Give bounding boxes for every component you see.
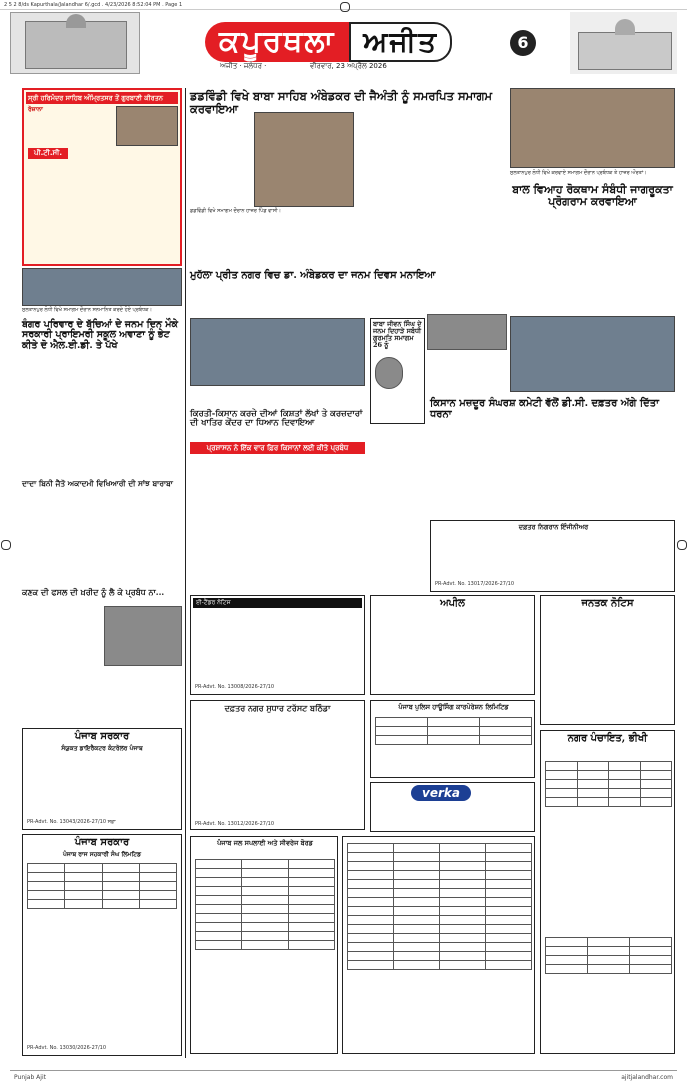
- group-photo: [190, 318, 365, 386]
- story-text: [430, 112, 505, 262]
- announcement-heading: ਬਾਬਾ ਜੀਵਨ ਸਿੰਘ ਦੇ ਜਨਮ ਦਿਹਾੜੇ ਸਬੰਧੀ ਗੁਰਮਤਿ ਸਮਾਗਮ 26 ਨੂੰ: [373, 320, 422, 350]
- masthead: [10, 12, 677, 74]
- nagar-panchayat-ad: [540, 730, 675, 1054]
- public-notice: [540, 595, 675, 725]
- story-text: [22, 494, 182, 584]
- verka-ad: [370, 782, 535, 832]
- notice-text: [545, 612, 672, 720]
- ad-text: [27, 915, 177, 1041]
- portrait-photo: [375, 357, 403, 389]
- ad-text: [435, 535, 672, 579]
- ad-text: [195, 612, 362, 684]
- protest-photo: [510, 316, 675, 392]
- gurdwara-illustration: [10, 12, 140, 74]
- ad-title: ਦਫ਼ਤਰ ਨਿਗਰਾਨ ਇੰਜੀਨੀਅਰ: [518, 523, 589, 531]
- ad-subtitle: ਸੰਯੁਕਤ ਡਾਇਰੈਕਟਰ ਕੰਟਰੋਲਰ ਪੰਜਾਬ: [61, 745, 143, 752]
- appeal-text: [375, 612, 532, 692]
- registration-mark: [340, 2, 350, 12]
- story-text: [510, 416, 590, 516]
- ad-table: [545, 937, 672, 974]
- announcement-text: [373, 391, 424, 421]
- ad-number: PR-Advt. No. 13012/2026-27/10: [195, 821, 275, 827]
- column-rule: [185, 88, 186, 1058]
- ptc-label: ਪੀ.ਟੀ.ਸੀ.: [28, 148, 68, 159]
- story-text: [358, 112, 426, 262]
- ad-title: ਪੰਜਾਬ ਸਰਕਾਰ: [74, 731, 130, 742]
- heritage-building-illustration: [570, 12, 677, 74]
- ad-text: [375, 747, 532, 775]
- kirtan-schedule-text: [28, 162, 176, 262]
- registration-mark: [677, 540, 687, 550]
- story-text: [595, 232, 675, 312]
- print-slug: 2 5 2 8/ds Kapurthala/Jalandhar 6/.gcd . 4/23/2026 8:52:04 PM . Page 1: [0, 0, 687, 10]
- title-kapurthala: ਕਪੂਰਥਲਾ: [205, 22, 349, 62]
- kirtan-subheading: ਰੋਜ਼ਾਨਾ: [28, 106, 43, 113]
- event-photo: [427, 314, 507, 350]
- story-text: [510, 232, 590, 312]
- kirtan-heading: ਸ੍ਰੀ ਹਰਿਮੰਦਰ ਸਾਹਿਬ ਅੰਮ੍ਰਿਤਸਰ ਤੋਂ ਗੁਰਬਾਣੀ ਕੀਰਤਨ: [26, 92, 178, 104]
- photo-caption: ਸੁਲਤਾਨਪੁਰ ਲੋਧੀ ਵਿਖੇ ਸਮਾਗਮ ਦੌਰਾਨ ਸਨਮਾਨਿਤ ਕਰਦੇ ਹੋਏ ਪ੍ਰਬੰਧਕ।: [22, 307, 152, 313]
- ad-text: [195, 957, 335, 1047]
- ad-subtitle: ਪੰਜਾਬ ਰਾਜ ਸਹਕਾਰੀ ਸੰਘ ਲਿਮਟਿਡ: [62, 851, 142, 858]
- golden-temple-photo: [116, 106, 178, 146]
- ad-title: ਪੰਜਾਬ ਪੁਲਿਸ ਹਾਊਸਿੰਗ ਕਾਰਪੋਰੇਸ਼ਨ ਲਿਮਿਟਿਡ: [398, 703, 509, 711]
- ad-number: PR-Advt. No. 13030/2026-27/10: [27, 1045, 107, 1051]
- ad-heading-bar: ਈ-ਟੈਂਡਰ ਨੋਟਿਸ: [193, 598, 362, 608]
- ad-text: [195, 719, 362, 819]
- ad-text: [375, 803, 532, 829]
- story-text: [104, 358, 182, 478]
- page-number: 6: [510, 30, 536, 56]
- story-text: [190, 458, 275, 588]
- appeal-heading: ਅਪੀਲ: [440, 598, 465, 609]
- story-text: [104, 668, 182, 724]
- ad-number: PR-Advt. No. 13017/2026-27/10: [435, 581, 515, 587]
- ad-text: [545, 981, 672, 1049]
- story-text: [430, 416, 508, 516]
- issue-date: ਵੀਰਵਾਰ, 23 ਅਪ੍ਰੈਲ 2026: [310, 62, 387, 70]
- ad-number: PR-Advt. No. 13043/2026-27/10 ਸਫ਼ਾ: [27, 819, 116, 825]
- newspaper-title: [205, 22, 505, 62]
- photo-caption-text: [190, 388, 365, 406]
- story-text: [22, 604, 100, 724]
- ad-number: PR-Advt. No. 13008/2026-27/10: [195, 684, 275, 690]
- ad-text: [347, 997, 532, 1047]
- kirtan-ad: [22, 88, 182, 266]
- red-banner: ਪ੍ਰਸ਼ਾਸਨ ਨੇ ਇੱਕ ਵਾਰ ਫ਼ਿਰ ਕਿਸਾਨਾਂ ਲਈ ਕੀਤੇ ਪ੍ਰਬੰਧ: [190, 442, 365, 454]
- story-headline: ਬਾਲ ਵਿਆਹ ਰੋਕਥਾਮ ਸੰਬੰਧੀ ਜਾਗਰੂਕਤਾ ਪ੍ਰੋਗਰਾਮ ਕਰਵਾਇਆ: [512, 183, 673, 209]
- announcement-box: [370, 318, 425, 424]
- title-ajit: ਅਜੀਤ: [349, 22, 452, 62]
- sewerage-ad: [190, 836, 338, 1054]
- govt-ad: [22, 728, 182, 830]
- mandi-photo: [104, 606, 182, 666]
- story-text: [22, 358, 100, 478]
- govt-ad: [22, 834, 182, 1056]
- notice-heading: ਜਨਤਕ ਨੋਟਿਸ: [581, 598, 634, 609]
- story-headline: ਕਿਸਾਨ ਮਜ਼ਦੂਰ ਸੰਘਰਸ਼ ਕਮੇਟੀ ਵੱਲੋਂ ਡੀ.ਸੀ. ਦਫ਼ਤਰ ਅੱਗੇ ਦਿੱਤਾ ਧਰਨਾ: [430, 398, 659, 420]
- story-headline: ਮੁਹੱਲਾ ਪ੍ਰੀਤ ਨਗਰ ਵਿਚ ਡਾ. ਅੰਬੇਡਕਰ ਦਾ ਜਨਮ ਦਿਵਸ ਮਨਾਇਆ: [190, 270, 436, 281]
- story-text: [280, 458, 365, 588]
- ad-box: [190, 595, 365, 695]
- footer-left: Punjab Ajit: [14, 1074, 46, 1081]
- footer-right: ajitjalandhar.com: [621, 1074, 673, 1081]
- story-text: [190, 112, 250, 202]
- footer: [10, 1070, 677, 1084]
- story-headline: ਕਣਕ ਦੀ ਫਸਲ ਦੀ ਖ਼ਰੀਦ ਨੂੰ ਲੈ ਕੇ ਪ੍ਰਬੰਧ ਨਾ...: [22, 587, 165, 597]
- story-text: [370, 428, 425, 588]
- trust-ad: [190, 700, 365, 830]
- verka-logo: verka: [411, 785, 471, 801]
- ad-text: [27, 755, 177, 817]
- story-headline: ਕਿਰਤੀ-ਕਿਸਾਨ ਕਰਜ਼ੇ ਦੀਆਂ ਕਿਸ਼ਤਾਂ ਲੱਖਾਂ ਤੇ ਕਰਜ਼ਦਾਰਾਂ ਦੀ ਖਾਤਿਰ ਕੇਂਦਰ ਦਾ ਧਿਆਨ ਦਿਵਾਇਆ: [190, 409, 363, 429]
- story-text: [595, 416, 675, 516]
- ad-title: ਨਗਰ ਪੰਚਾਇਤ, ਭੀਖੀ: [567, 733, 648, 744]
- ad-table: [545, 761, 672, 807]
- main-headline: ਡਡਵਿੰਡੀ ਵਿਖੇ ਬਾਬਾ ਸਾਹਿਬ ਅੰਬੇਡਕਰ ਦੀ ਜੈਅੰਤੀ ਨੂੰ ਸਮਰਪਿਤ ਸਮਾਗਮ ਕਰਵਾਇਆ: [190, 89, 493, 116]
- appeal-box: [370, 595, 535, 695]
- police-housing-ad: [370, 700, 535, 778]
- ad-title: ਦਫ਼ਤਰ ਨਗਰ ਸੁਧਾਰ ਟਰੱਸਟ ਬਠਿੰਡਾ: [224, 703, 331, 713]
- main-photo: [254, 112, 354, 207]
- ad-table: [347, 843, 532, 970]
- story-text: [190, 222, 355, 266]
- photo-caption: ਡਡਵਿੰਡੀ ਵਿਖੇ ਸਮਾਗਮ ਦੌਰਾਨ ਹਾਜ਼ਰ ਪਿੰਡ ਵਾਸੀ।: [190, 208, 281, 214]
- ad-table: [195, 859, 335, 950]
- ad-title: ਪੰਜਾਬ ਜਲ ਸਪਲਾਈ ਅਤੇ ਸੀਵਰੇਜ ਬੋਰਡ: [217, 839, 313, 847]
- ad-box: [430, 520, 675, 592]
- ad-table: [375, 717, 532, 745]
- event-photo: [22, 268, 182, 306]
- ad-text: [545, 811, 672, 931]
- tender-table-ad: [342, 836, 535, 1054]
- photo-caption: ਸੁਲਤਾਨਪੁਰ ਲੋਧੀ ਵਿਖੇ ਕਰਵਾਏ ਸਮਾਗਮ ਦੌਰਾਨ ਪ੍ਰਬੰਧਕ ਤੇ ਹਾਜ਼ਰ ਔਰਤਾਂ।: [510, 170, 647, 176]
- story-text: [427, 288, 507, 312]
- ad-table: [27, 863, 177, 909]
- story-headline: ਦਾਦਾ ਬਿਨੀ ਜੈਤੋ ਅਕਾਦਮੀ ਵਿਖਿਆਰੀ ਦੀ ਸਾਂਝ ਬਾਰਾਬਾ: [22, 479, 173, 488]
- women-event-photo: [510, 88, 675, 168]
- ad-title: ਪੰਜਾਬ ਸਰਕਾਰ: [74, 837, 130, 848]
- place-line: ਅਜੀਤ · ਜਲੰਧਰ ·: [220, 62, 267, 70]
- registration-mark: [1, 540, 11, 550]
- story-headline: ਬੰਗਰ ਪਰਿਵਾਰ ਦੇ ਬੱਚਿਆਂ ਦੇ ਜਨਮ ਦਿਨ ਮੌਕੇ ਸਰਕਾਰੀ ਪ੍ਰਾਇਮਰੀ ਸਕੂਲ ਅਵਾਣਾ ਨੂੰ ਭੇਟ ਕੀਤੇ ਦੋ ਐਲ.ਈ.ਡੀ. ਤੇ ਪੱਖੇ: [22, 319, 178, 351]
